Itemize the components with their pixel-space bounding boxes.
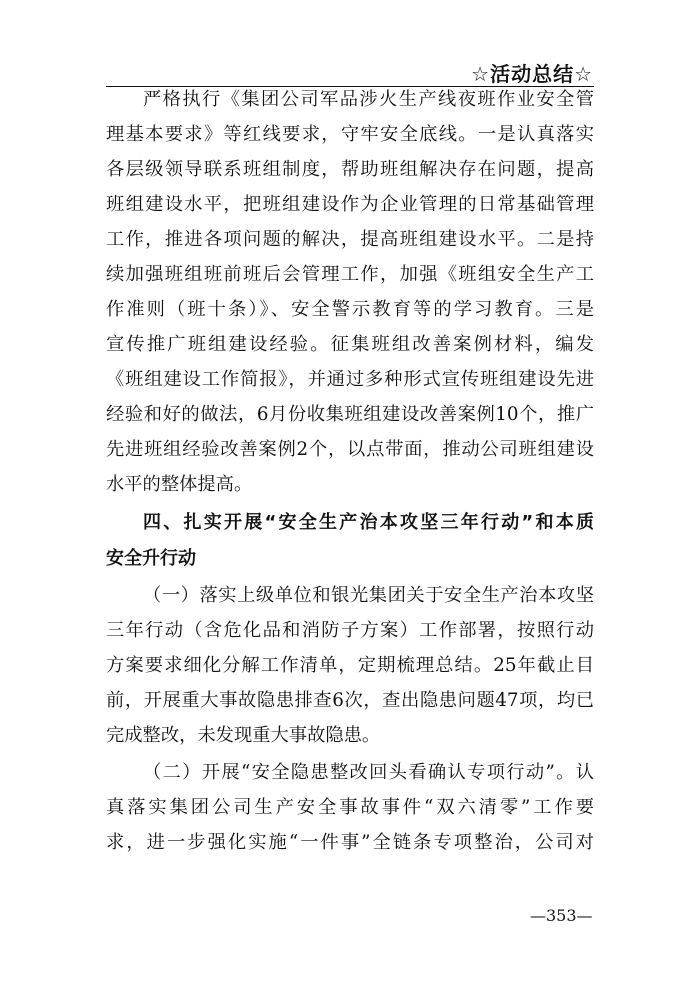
text-line: 方案要求细化分解工作清单，定期梳理总结。25年截止目 <box>106 655 594 676</box>
text-line: 工作，推进各项问题的解决，提高班组建设水平。二是持 <box>106 229 594 250</box>
text-line: 求，进一步强化实施“一件事”全链条专项整治，公司对 <box>106 832 594 853</box>
text-line: 严格执行《集团公司军品涉火生产线夜班作业安全管 <box>143 89 594 110</box>
text-line: （一）落实上级单位和银光集团关于安全生产治本攻坚 <box>143 585 594 606</box>
text-line: 三年行动（含危化品和消防子方案）工作部署，按照行动 <box>106 620 594 641</box>
text-line: 先进班组经验改善案例2个，以点带面，推动公司班组建设 <box>106 439 594 460</box>
text-line: 作准则（班十条）》、安全警示教育等的学习教育。三是 <box>106 299 594 320</box>
text-line: （二）开展“安全隐患整改回头看确认专项行动”。认 <box>143 762 594 783</box>
text-line: 《班组建设工作简报》，并通过多种形式宣传班组建设先进 <box>106 369 594 390</box>
section-heading: 安全升行动 <box>106 548 196 569</box>
section-title: ☆活动总结☆ <box>471 62 593 86</box>
text-line: 前，开展重大事故隐患排查6次，查出隐患问题47项，均已 <box>106 690 594 711</box>
text-line: 完成整改，未发现重大事故隐患。 <box>106 725 381 746</box>
text-line: 续加强班组班前班后会管理工作，加强《班组安全生产工 <box>106 264 594 285</box>
text-line: 理基本要求》等红线要求，守牢安全底线。一是认真落实 <box>106 124 594 145</box>
text-line: 真落实集团公司生产安全事故事件“双六清零”工作要 <box>106 797 594 818</box>
text-line: 各层级领导联系班组制度，帮助班组解决存在问题，提高 <box>106 159 594 180</box>
text-line: 宣传推广班组建设经验。征集班组改善案例材料，编发 <box>106 334 594 355</box>
text-line: 经验和好的做法，6月份收集班组建设改善案例10个，推广 <box>106 404 594 425</box>
text-line: 班组建设水平，把班组建设作为企业管理的日常基础管理 <box>106 194 594 215</box>
page-number: —353— <box>530 906 593 925</box>
text-line: 水平的整体提高。 <box>106 474 253 495</box>
section-heading: 四、扎实开展“安全生产治本攻坚三年行动”和本质 <box>143 512 594 533</box>
